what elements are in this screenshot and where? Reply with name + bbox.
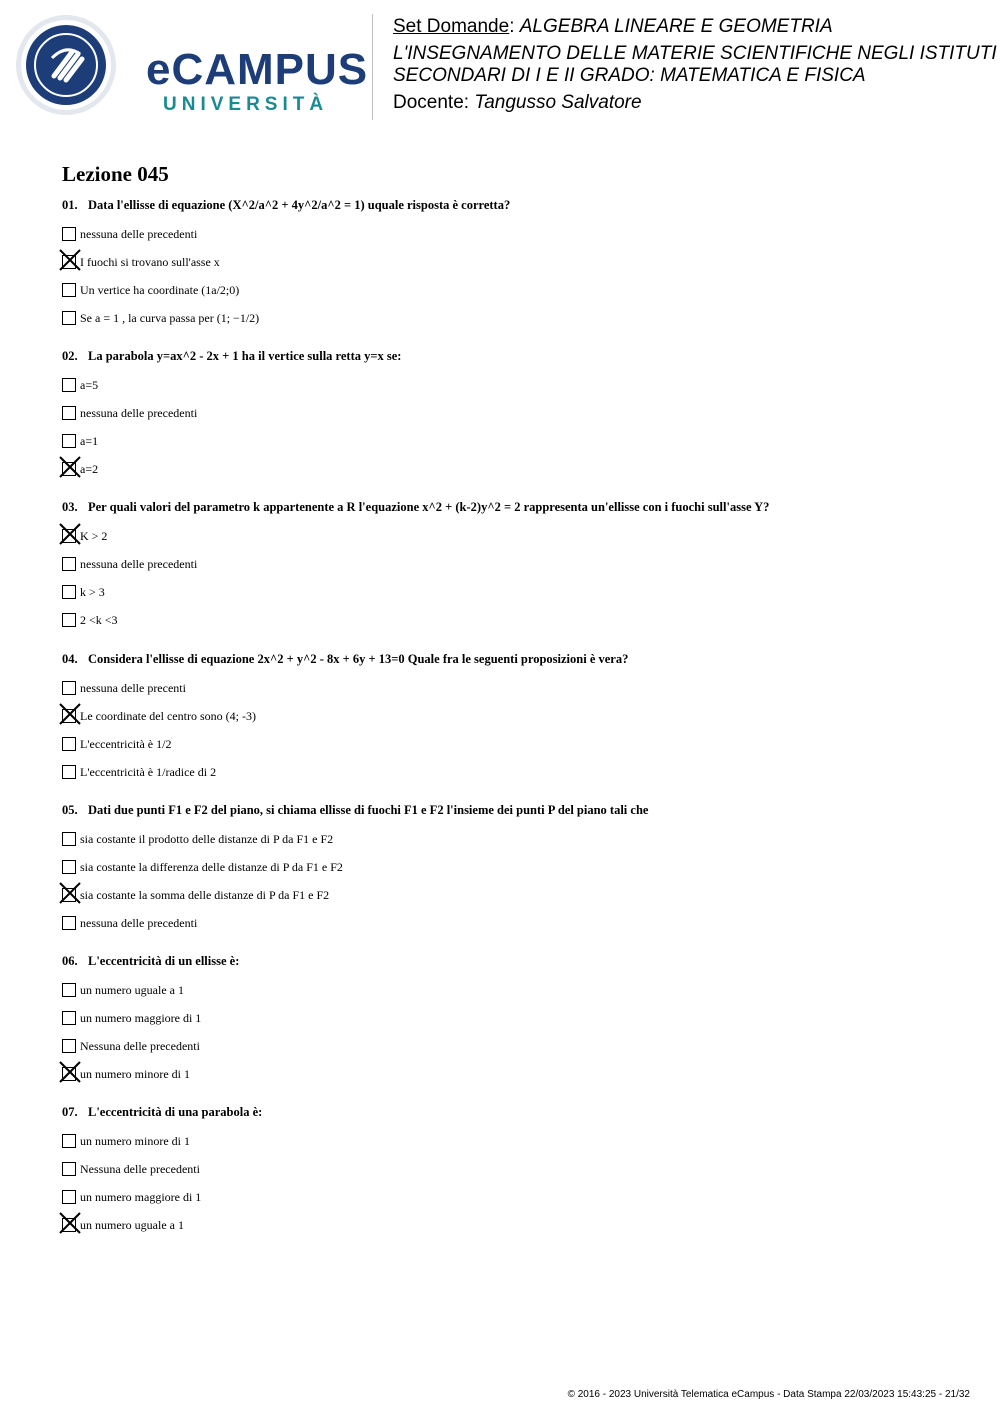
answer-option[interactable] (62, 458, 982, 486)
checkbox-icon[interactable] (62, 1162, 76, 1176)
question-number: 02. (62, 349, 78, 364)
answer-option-label: a=5 (80, 378, 99, 393)
answer-option[interactable] (62, 1035, 982, 1063)
answer-option-label: un numero uguale a 1 (80, 983, 184, 997)
question-text (62, 197, 982, 213)
program-line-2: SECONDARI DI I E II GRADO: MATEMATICA E FISICA (393, 65, 866, 86)
answer-option-label: K > 2 (80, 529, 108, 544)
question-number: 07. (62, 1105, 78, 1120)
question-prompt: La parabola y=ax^2 - 2x + 1 ha il vertice sulla retta y=x se: (88, 349, 402, 364)
program-line-1: L'INSEGNAMENTO DELLE MATERIE SCIENTIFICHE NEGLI ISTITUTI (393, 43, 997, 64)
page-footer: © 2016 - 2023 Università Telematica eCampus - Data Stampa 22/03/2023 15:43:25 - 21/32 (567, 1389, 970, 1400)
checkbox-icon[interactable] (62, 613, 76, 627)
answer-option-label: sia costante la somma delle distanze di P da F1 e F2 (80, 887, 330, 902)
checkbox-icon[interactable] (62, 434, 76, 448)
answer-option-label: nessuna delle precedenti (80, 557, 198, 572)
answer-option-label: k > 3 (80, 585, 105, 600)
question-number: 03. (62, 500, 78, 515)
course-title-line: Set Domande: ALGEBRA LINEARE E GEOMETRIA (393, 16, 833, 37)
answer-option[interactable] (62, 609, 982, 637)
checkbox-icon[interactable] (62, 1190, 76, 1204)
answer-option[interactable] (62, 1186, 982, 1214)
checkbox-icon[interactable] (62, 737, 76, 751)
header-divider (372, 14, 373, 120)
question-prompt: Data l'ellisse di equazione (X^2/a^2 + 4y^2/a^2 = 1) uquale risposta è corretta? (88, 198, 511, 212)
checkbox-icon[interactable] (62, 283, 76, 297)
question-number: 05. (62, 802, 78, 817)
answer-option-label: L'eccentricità è 1/radice di 2 (80, 764, 217, 779)
brand-name: eCAMPUS (146, 45, 369, 94)
answer-option-label: nessuna delle precedenti (80, 406, 198, 421)
question-prompt: Dati due punti F1 e F2 del piano, si chiama ellisse di fuochi F1 e F2 l'insieme dei punti P del piano tali che (88, 802, 649, 817)
answer-option[interactable] (62, 251, 982, 279)
answer-option[interactable] (62, 430, 982, 458)
question-text (62, 651, 982, 667)
checkbox-icon[interactable] (62, 983, 76, 997)
question-block (62, 1104, 982, 1242)
x-mark-icon (58, 702, 82, 726)
ecampus-seal-icon (14, 14, 120, 116)
answer-option[interactable] (62, 979, 982, 1007)
answer-option[interactable] (62, 1214, 982, 1242)
answer-option[interactable] (62, 677, 982, 705)
answer-option-label: un numero maggiore di 1 (80, 1011, 202, 1025)
answer-option-label: nessuna delle precedenti (80, 227, 198, 241)
answer-option-label: nessuna delle precenti (80, 680, 186, 695)
brand-subtitle: UNIVERSITÀ (163, 94, 329, 115)
answer-option[interactable] (62, 856, 982, 884)
checkbox-icon[interactable] (62, 311, 76, 325)
lesson-title: Lezione 045 (62, 162, 169, 186)
teacher-name: Tangusso Salvatore (474, 92, 642, 113)
course-title: ALGEBRA LINEARE E GEOMETRIA (519, 16, 833, 37)
set-label: Set Domande (393, 16, 510, 37)
page-header (0, 0, 1000, 130)
question-block (62, 348, 982, 486)
checkbox-icon[interactable] (62, 227, 76, 241)
answer-option[interactable] (62, 279, 982, 307)
answer-option[interactable] (62, 553, 982, 581)
answer-option[interactable] (62, 884, 982, 912)
answer-option-label: sia costante il prodotto delle distanze di P da F1 e F2 (80, 831, 334, 846)
question-block (62, 499, 982, 637)
x-mark-icon (58, 455, 82, 479)
checkbox-icon[interactable] (62, 1039, 76, 1053)
question-number: 04. (62, 651, 78, 666)
checkbox-icon[interactable] (62, 765, 76, 779)
answer-option[interactable] (62, 1130, 982, 1158)
answer-option[interactable] (62, 733, 982, 761)
question-number: 01. (62, 198, 78, 212)
answer-option-label: un numero minore di 1 (80, 1134, 190, 1149)
ecampus-logo (14, 14, 369, 116)
question-block (62, 953, 982, 1091)
question-text (62, 1104, 982, 1120)
answer-option[interactable] (62, 828, 982, 856)
checkbox-icon[interactable] (62, 585, 76, 599)
checkbox-icon[interactable] (62, 406, 76, 420)
answer-option-label: I fuochi si trovano sull'asse x (80, 255, 220, 269)
answer-option-label: Nessuna delle precedenti (80, 1039, 200, 1053)
x-mark-icon (58, 522, 82, 546)
answer-option-label: L'eccentricità è 1/2 (80, 736, 172, 751)
answer-option-label: Se a = 1 , la curva passa per (1; −1/2) (80, 311, 260, 325)
answer-option-label: a=1 (80, 434, 99, 449)
x-mark-icon (58, 1060, 82, 1084)
question-text (62, 802, 982, 818)
answer-option-label: sia costante la differenza delle distanze di P da F1 e F2 (80, 859, 343, 874)
checkbox-icon[interactable] (62, 681, 76, 695)
answer-option-label: un numero uguale a 1 (80, 1218, 184, 1233)
question-block (62, 197, 982, 335)
answer-option[interactable] (62, 374, 982, 402)
question-block (62, 651, 982, 789)
checkbox-icon[interactable] (62, 378, 76, 392)
x-mark-icon (58, 248, 82, 272)
answer-option-label: Nessuna delle precedenti (80, 1162, 200, 1177)
answer-option-label: un numero maggiore di 1 (80, 1190, 202, 1205)
answer-option-label: 2 <k <3 (80, 613, 118, 628)
answer-option-label: a=2 (80, 462, 99, 477)
checkbox-icon[interactable] (62, 860, 76, 874)
checkbox-icon[interactable] (62, 557, 76, 571)
answer-option[interactable] (62, 1158, 982, 1186)
teacher-line (393, 92, 642, 114)
checkbox-icon[interactable] (62, 1134, 76, 1148)
question-block (62, 802, 982, 940)
answer-option[interactable] (62, 581, 982, 609)
answer-option[interactable] (62, 1007, 982, 1035)
answer-option[interactable] (62, 761, 982, 789)
question-prompt: Considera l'ellisse di equazione 2x^2 + y^2 - 8x + 6y + 13=0 Quale fra le seguenti proposizioni è vera? (88, 651, 629, 666)
question-prompt: L'eccentricità di un ellisse è: (88, 954, 240, 968)
answer-option[interactable] (62, 525, 982, 553)
answer-option-label: Le coordinate del centro sono (4; -3) (80, 708, 256, 723)
answer-option[interactable] (62, 912, 982, 940)
checkbox-icon[interactable] (62, 1011, 76, 1025)
answer-option[interactable] (62, 1063, 982, 1091)
x-mark-icon (58, 1211, 82, 1235)
answer-option[interactable] (62, 402, 982, 430)
answer-option[interactable] (62, 223, 982, 251)
answer-option-label: un numero minore di 1 (80, 1067, 190, 1081)
answer-option-label: nessuna delle precedenti (80, 915, 198, 930)
question-text (62, 348, 982, 364)
answer-option[interactable] (62, 705, 982, 733)
answer-option[interactable] (62, 307, 982, 335)
question-number: 06. (62, 954, 78, 968)
teacher-label: Docente: (393, 92, 470, 113)
checkbox-icon[interactable] (62, 832, 76, 846)
answer-option-label: Un vertice ha coordinate (1a/2;0) (80, 283, 240, 297)
checkbox-icon[interactable] (62, 916, 76, 930)
question-text (62, 953, 982, 969)
question-text (62, 499, 982, 515)
x-mark-icon (58, 881, 82, 905)
question-prompt: L'eccentricità di una parabola è: (88, 1105, 263, 1120)
question-prompt: Per quali valori del parametro k appartenente a R l'equazione x^2 + (k-2)y^2 = 2 rappresenta un'ellisse con i fuochi sull'asse Y? (88, 500, 770, 515)
